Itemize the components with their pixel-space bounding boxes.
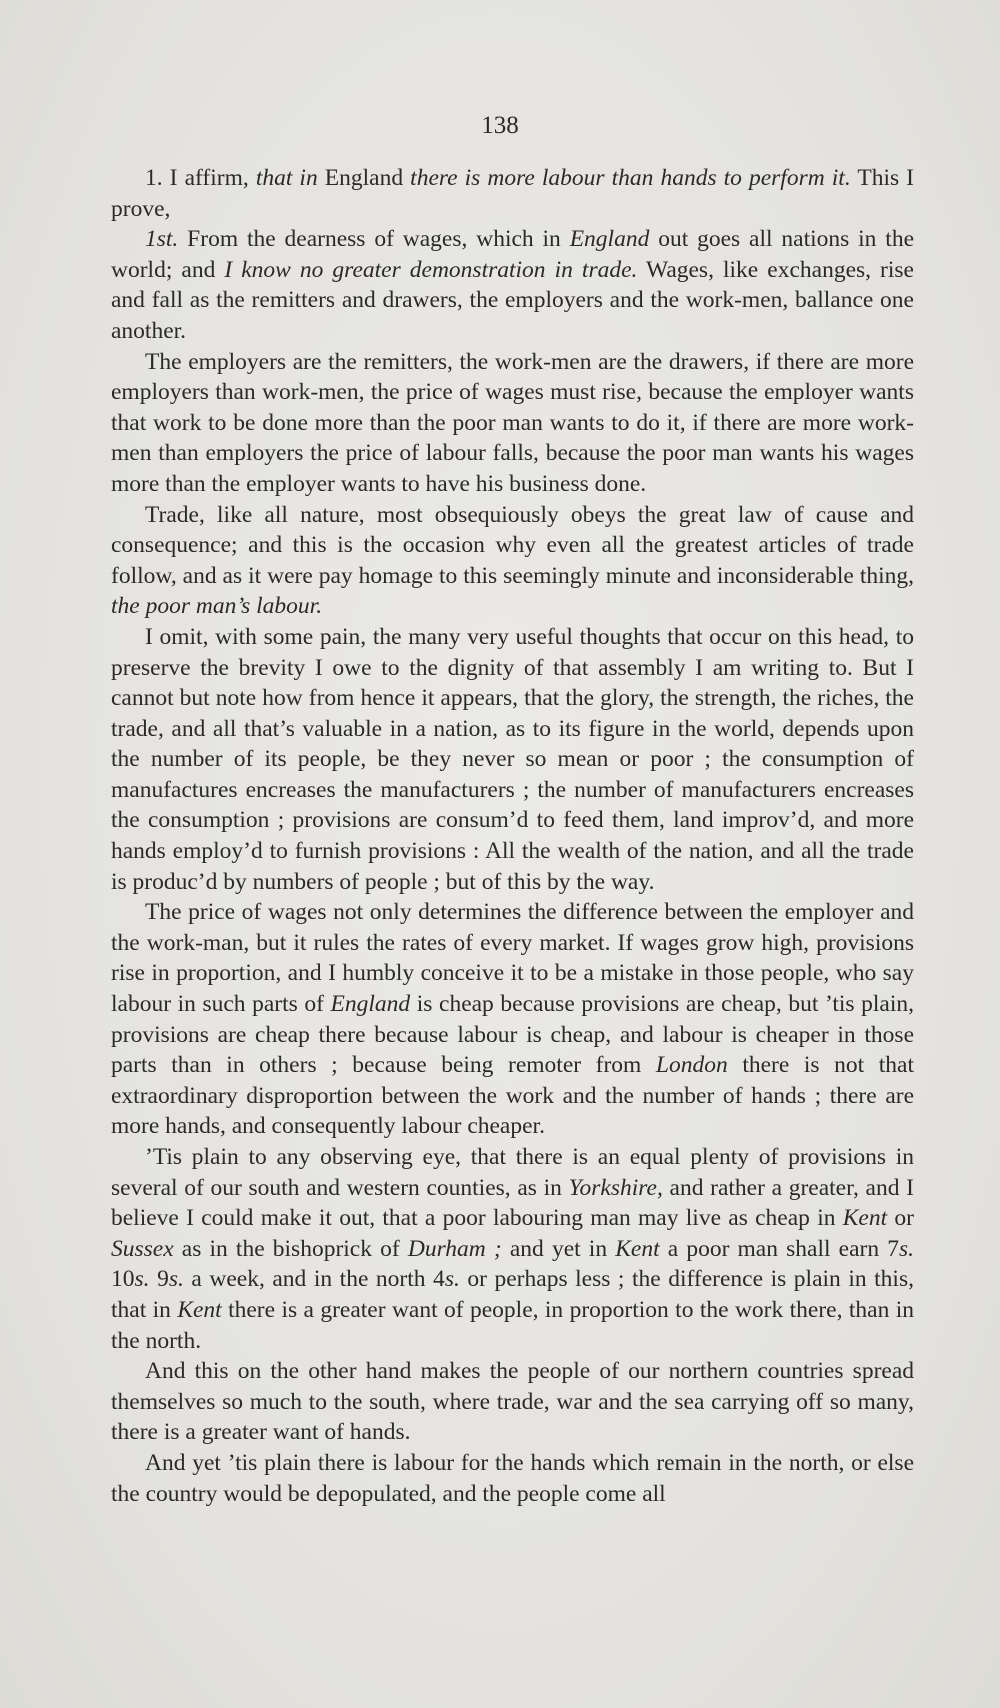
text-run: This I prove, xyxy=(111,165,915,222)
text-run: is cheap because provisions are cheap, but ’tis plain, provisions are cheap there because labour is cheap, and labour is cheaper in those parts than in others ; because being remoter from xyxy=(111,991,914,1079)
text-run: or xyxy=(887,1205,914,1232)
italic-text: Kent xyxy=(177,1296,222,1323)
body-text xyxy=(111,163,914,1509)
italic-text: s. xyxy=(134,1266,150,1293)
italic-text: there is more labour than hands to perform it. xyxy=(403,165,851,191)
italic-text: 1st. xyxy=(145,226,179,253)
text-run: Wages, like exchanges, rise and fall as the remitters and drawers, the employers and the work-men, ballance one another. xyxy=(111,256,914,344)
paragraph xyxy=(111,347,914,500)
text-run: 9 xyxy=(149,1266,169,1293)
italic-text: I know no greater demonstration in trade. xyxy=(224,256,638,283)
text-run: And yet ’tis plain there is labour for the hands which remain in the north, or else the country would be depopulated, and the people come all xyxy=(111,1449,914,1507)
paragraph xyxy=(111,224,914,346)
italic-text: England xyxy=(569,226,650,253)
italic-text: Sussex xyxy=(111,1235,174,1262)
paragraph xyxy=(111,1142,914,1356)
italic-text: Kent xyxy=(842,1205,888,1232)
italic-text: that in xyxy=(255,165,325,191)
text-run: there is not that extraordinary disproportion between the work and the number of hands ; there are more hands, and consequently labour cheaper. xyxy=(111,1052,914,1140)
text-run: I omit, with some pain, the many very useful thoughts that occur on this head, to preserve the brevity I owe to the dignity of that assembly I am writing to. But I cannot but note how from hence it appears, that the glory, the strength, the riches, the trade, and all that’s valuable in a nation, as to its figure in the world, depends upon the number of its people, be they never so mean or poor ; the consumption of manufactures encreases the manufacturers ; the number of manufacturers encreases the consumption ; provisions are consum’d to feed them, land improv’d, and more hands employ’d to furnish provisions : All the wealth of the nation, and all the trade is produc’d by numbers of people ; but of this by the way. xyxy=(111,623,914,895)
page-number: 138 xyxy=(481,112,519,139)
text-run: The price of wages not only determines the difference between the employer and the work-man, but it rules the rates of every market. If wages grow high, provisions rise in proportion, and I humbly conceive it to be a mistake in those people, who say labour in such parts of xyxy=(111,899,914,1018)
italic-text: s. xyxy=(168,1266,184,1293)
text-run: and rather a greater, and I believe I could make it out, that a poor labouring man may live as cheap in xyxy=(111,1174,914,1232)
italic-text: London xyxy=(655,1052,728,1079)
text-run: ’Tis plain to any observing eye, that there is an equal plenty of provisions in several of our south and western counties, as in xyxy=(111,1144,914,1201)
text-run: a poor man shall earn 7 xyxy=(659,1235,899,1262)
text-run: And this on the other hand makes the people of our northern countries spread themselves so much to the south, where trade, war and the sea carrying off so many, there is a greater want of hands. xyxy=(111,1358,914,1446)
italic-text: the poor man’s labour. xyxy=(111,593,323,620)
paragraph xyxy=(111,1448,914,1509)
text-run: as in the bishoprick of xyxy=(173,1235,408,1262)
text-run: a week, and in the north 4 xyxy=(183,1266,445,1293)
text-run: and yet in xyxy=(501,1235,616,1262)
paragraph xyxy=(111,897,914,1142)
italic-text: s. xyxy=(898,1235,915,1262)
text-run: Trade, like all nature, most obsequiously obeys the great law of cause and consequence; and this is the occasion why even all the greatest articles of trade follow, and as it were pay homage to this seemingly minute and inconsiderable thing, xyxy=(111,501,914,589)
italic-text: Durham ; xyxy=(407,1235,502,1262)
text-run: there is a greater want of people, in proportion to the work there, than in the north. xyxy=(111,1296,914,1354)
text-run: England xyxy=(324,165,404,191)
text-run: 10 xyxy=(111,1266,135,1293)
text-run: The employers are the remitters, the work-men are the drawers, if there are more employers than work-men, the price of wages must rise, because the employer wants that work to be done more than the poor man wants to do it, if there are more work-men than employers the price of labour falls, because the poor man wants his wages more than the employer wants to have his business done. xyxy=(111,348,914,497)
italic-text: s. xyxy=(444,1266,460,1293)
paragraph xyxy=(111,163,914,224)
paragraph xyxy=(111,622,914,897)
text-run: 1. I affirm, xyxy=(145,165,256,191)
text-run: From the dearness of wages, which in xyxy=(178,226,570,253)
italic-text: England xyxy=(330,991,411,1018)
paragraph xyxy=(111,500,914,622)
text-run: or perhaps less ; the difference is plain in this, that in xyxy=(111,1266,914,1323)
paragraph xyxy=(111,1356,914,1448)
italic-text: Kent xyxy=(615,1235,660,1262)
italic-text: Yorkshire, xyxy=(568,1174,663,1201)
text-run: out goes all nations in the world; and xyxy=(111,226,914,283)
